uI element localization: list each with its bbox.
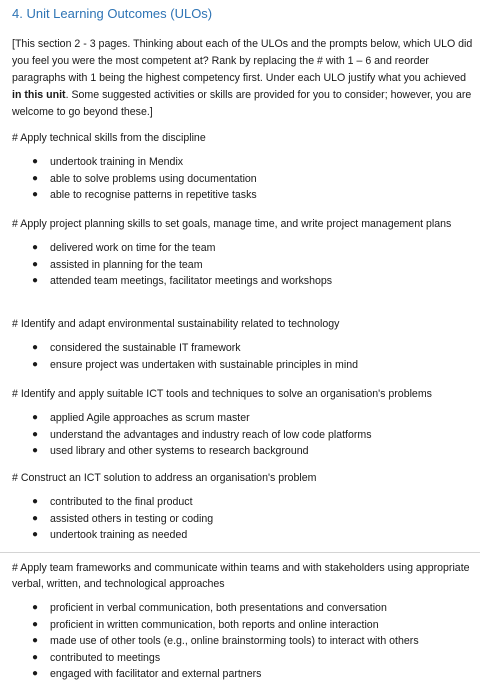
list-item [12, 527, 474, 544]
ulo-bullet-list [12, 240, 474, 290]
list-item [12, 427, 474, 444]
list-item [12, 511, 474, 528]
list-item [12, 240, 474, 257]
list-item-text: assisted in planning for the team [50, 258, 203, 271]
list-item-text: ensure project was undertaken with sustainable principles in mind [50, 358, 358, 371]
bullet-icon: ● [32, 445, 39, 457]
bullet-icon: ● [32, 172, 39, 184]
ulo-section-ict-solution [12, 470, 474, 544]
ulo-bullet-list [12, 154, 474, 204]
bullet-icon: ● [32, 618, 39, 630]
ulo-title: # Identify and apply suitable ICT tools and techniques to solve an organisation's problems [12, 388, 432, 400]
list-item-text: delivered work on time for the team [50, 242, 216, 254]
ulo-section-project-planning [12, 216, 474, 290]
list-item [12, 617, 474, 634]
list-item-text: able to solve problems using documentation [50, 172, 257, 185]
ulo-section-technical-skills [12, 130, 474, 204]
bullet-icon: ● [32, 668, 39, 680]
list-item [12, 443, 474, 460]
ulo-title: # Identify and adapt environmental sustainability related to technology [12, 318, 340, 330]
list-item-text: proficient in verbal communication, both presentations and conversation [50, 602, 387, 614]
ulo-bullet-list [12, 494, 474, 544]
list-item-text: engaged with facilitator and external partners [50, 668, 262, 681]
bullet-icon: ● [32, 635, 39, 647]
section-heading: 4. Unit Learning Outcomes (ULOs) [12, 6, 213, 21]
list-item [12, 600, 474, 617]
list-item [12, 273, 474, 290]
list-item-text: considered the sustainable IT framework [50, 342, 241, 354]
list-item-text: applied Agile approaches as scrum master [50, 412, 250, 424]
list-item-text: understand the advantages and industry reach of low code platforms [50, 428, 372, 441]
bullet-icon: ● [32, 512, 39, 524]
list-item-text: used library and other systems to research background [50, 445, 309, 458]
intro-text-end: . Some suggested activities or skills are provided for you to consider; however, you are welcome to go beyond these.] [12, 89, 472, 118]
list-item [12, 633, 474, 650]
list-item-text: contributed to meetings [50, 651, 161, 664]
list-item-text: undertook training in Mendix [50, 156, 184, 168]
bullet-icon: ● [32, 258, 39, 270]
ulo-section-sustainability [12, 316, 474, 373]
ulo-bullet-list [12, 340, 474, 373]
list-item-text: made use of other tools (e.g., online brainstorming tools) to interact with others [50, 635, 419, 648]
ulo-section-ict-tools [12, 386, 474, 460]
bullet-icon: ● [32, 156, 39, 167]
list-item [12, 357, 474, 374]
ulo-section-team-communication [12, 560, 474, 683]
bullet-icon: ● [32, 602, 39, 613]
bullet-icon: ● [32, 189, 39, 201]
bullet-icon: ● [32, 529, 39, 541]
intro-paragraph [12, 36, 474, 121]
list-item [12, 171, 474, 188]
bullet-icon: ● [32, 428, 39, 440]
list-item-text: proficient in written communication, both reports and online interaction [50, 618, 379, 631]
bullet-icon: ● [32, 651, 39, 663]
ulo-bullet-list [12, 410, 474, 460]
list-item [12, 340, 474, 357]
list-item [12, 187, 474, 204]
page-break-divider [0, 552, 480, 553]
list-item [12, 257, 474, 274]
ulo-title: # Apply project planning skills to set goals, manage time, and write project management plans [12, 218, 452, 230]
list-item-text: attended team meetings, facilitator meetings and workshops [50, 275, 333, 288]
list-item-text: able to recognise patterns in repetitive tasks [50, 189, 257, 202]
bullet-icon: ● [32, 242, 39, 253]
bullet-icon: ● [32, 412, 39, 423]
ulo-title: # Apply team frameworks and communicate within teams and with stakeholders using appropriate verbal, written, and technological approaches [12, 562, 470, 590]
intro-text-start: [This section 2 - 3 pages. Thinking about each of the ULOs and the prompts below, which ULO did you feel you were the most competent at? Rank by replacing the # with 1 – 6 and reorder paragraphs with 1 being the highest competency first. Under each ULO justify what you achieved [12, 38, 473, 84]
list-item [12, 494, 474, 511]
bullet-icon: ● [32, 342, 39, 353]
bullet-icon: ● [32, 358, 39, 370]
bullet-icon: ● [32, 275, 39, 287]
list-item-text: assisted others in testing or coding [50, 512, 214, 525]
intro-bold-text: in this unit [12, 89, 66, 101]
bullet-icon: ● [32, 496, 39, 507]
list-item-text: undertook training as needed [50, 529, 188, 542]
ulo-title: # Construct an ICT solution to address an organisation's problem [12, 472, 317, 484]
list-item [12, 154, 474, 171]
ulo-bullet-list [12, 600, 474, 683]
ulo-title: # Apply technical skills from the discipline [12, 132, 206, 144]
list-item [12, 410, 474, 427]
list-item [12, 650, 474, 667]
list-item [12, 666, 474, 683]
list-item-text: contributed to the final product [50, 496, 193, 508]
